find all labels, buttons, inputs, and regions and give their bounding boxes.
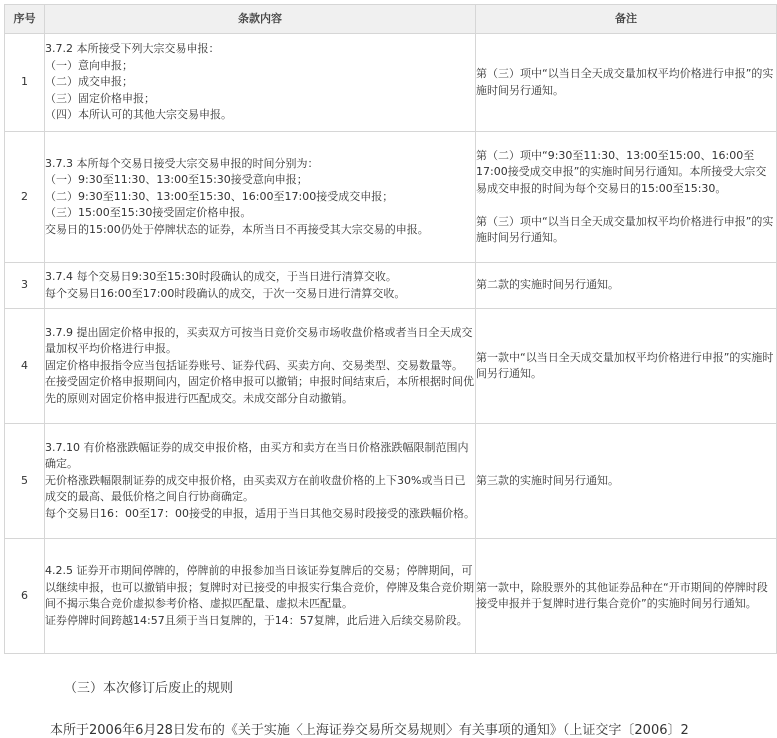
content-line: （二）成交申报；	[45, 75, 133, 89]
row-note	[476, 424, 777, 539]
row-content	[45, 132, 476, 263]
content-line: （三）15:00至15:30接受固定价格申报。	[45, 206, 252, 220]
note-line: 第二款的实施时间另行通知。	[476, 278, 619, 292]
content-line: 每个交易日16:00至17:00时段确认的成交，于次一交易日进行清算交收。	[45, 286, 406, 300]
content-line: 每个交易日16：00至17：00接受的申报，适用于当日其他交易时段接受的涨跌幅价格。	[45, 506, 475, 520]
row-content	[45, 309, 476, 424]
content-line: （一）9:30至11:30、13:00至15:30接受意向申报；	[45, 173, 308, 187]
row-index: 3	[5, 263, 45, 309]
section-heading: （三）本次修订后废止的规则	[64, 681, 234, 696]
content-line: 证券停牌时间跨越14:57且须于当日复牌的，于14：57复牌，此后进入后续交易阶段。	[45, 613, 468, 627]
content-line: 3.7.4 每个交易日9:30至15:30时段确认的成交，于当日进行清算交收。	[45, 270, 397, 283]
note-line: 第一款中“以当日全天成交量加权平均价格进行申报”的实施时间另行通知。	[476, 350, 774, 380]
table-row	[5, 263, 777, 309]
row-content	[45, 263, 476, 309]
content-line: 3.7.9 提出固定价格申报的，买卖双方可按当日竞价交易市场收盘价格或者当日全天成交量加权平均价格进行申报。	[45, 325, 473, 356]
content-line: 交易日的15:00仍处于停牌状态的证券，本所当日不再接受其大宗交易的申报。	[45, 222, 429, 236]
content-line: （一）意向申报；	[45, 58, 133, 72]
row-note	[476, 309, 777, 424]
row-index: 2	[5, 132, 45, 263]
content-line: 3.7.2 本所接受下列大宗交易申报：	[45, 42, 220, 56]
header-note: 备注	[476, 5, 777, 34]
note-line: 第（三）项中“以当日全天成交量加权平均价格进行申报”的实施时间另行通知。	[476, 67, 774, 97]
content-line: 3.7.3 本所每个交易日接受大宗交易申报的时间分别为：	[45, 156, 319, 170]
content-line: 3.7.10 有价格涨跌幅证券的成交申报价格，由买方和卖方在当日价格涨跌幅限制范围内确定。	[45, 440, 469, 471]
content-line: 在接受固定价格申报期间内，固定价格申报可以撤销；申报时间结束后，本所根据时间优先的原则对固定价格申报进行匹配成交。未成交部分自动撤销。	[45, 375, 474, 405]
table-row	[5, 424, 777, 539]
row-note	[476, 539, 777, 654]
rules-table	[4, 4, 777, 654]
body-paragraph: 本所于2006年6月28日发布的《关于实施〈上海证券交易所交易规则〉有关事项的通知》（上证交字〔2006〕2	[50, 723, 689, 738]
row-index: 5	[5, 424, 45, 539]
row-content	[45, 539, 476, 654]
note-line: 第一款中，除股票外的其他证券品种在“开市期间的停牌时段接受申报并于复牌时进行集合竞价”的实施时间另行通知。	[476, 580, 768, 610]
note-spacer	[476, 197, 776, 214]
row-note	[476, 34, 777, 132]
content-line: （三）固定价格申报；	[45, 91, 155, 105]
row-content	[45, 424, 476, 539]
row-note	[476, 132, 777, 263]
table-row	[5, 309, 777, 424]
note-line: 第（三）项中“以当日全天成交量加权平均价格进行申报”的实施时间另行通知。	[476, 214, 774, 244]
content-line: 无价格涨跌幅限制证券的成交申报价格，由买卖双方在前收盘价格的上下30%或当日已成交的最高、最低价格之间自行协商确定。	[45, 473, 466, 504]
table-row	[5, 539, 777, 654]
table-row	[5, 132, 777, 263]
row-index: 1	[5, 34, 45, 132]
content-line: （四）本所认可的其他大宗交易申报。	[45, 108, 232, 122]
content-line: （二）9:30至11:30、13:00至15:30、16:00至17:00接受成交申报；	[45, 189, 394, 203]
row-index: 4	[5, 309, 45, 424]
note-line: 第三款的实施时间另行通知。	[476, 473, 619, 487]
header-index: 序号	[5, 5, 45, 34]
content-line: 固定价格申报指令应当包括证券账号、证券代码、买卖方向、交易类型、交易数量等。	[45, 358, 463, 372]
row-index: 6	[5, 539, 45, 654]
table-header-row	[5, 5, 777, 34]
header-content: 条款内容	[45, 5, 476, 34]
table-row	[5, 34, 777, 132]
row-content	[45, 34, 476, 132]
note-line: 第（二）项中“9:30至11:30、13:00至15:00、16:00至17:00接受成交申报”的实施时间另行通知。本所接受大宗交易成交申报的时间为每个交易日的15:00至15:30。	[476, 148, 767, 195]
content-line: 4.2.5 证券开市期间停牌的，停牌前的申报参加当日该证券复牌后的交易；停牌期间，可以继续申报，也可以撤销申报；复牌时对已接受的申报实行集合竞价，停牌及集合竞价期间不揭示集合竞价虚拟参考价格、虚拟匹配量、虚拟未匹配量。	[45, 564, 474, 610]
row-note	[476, 263, 777, 309]
